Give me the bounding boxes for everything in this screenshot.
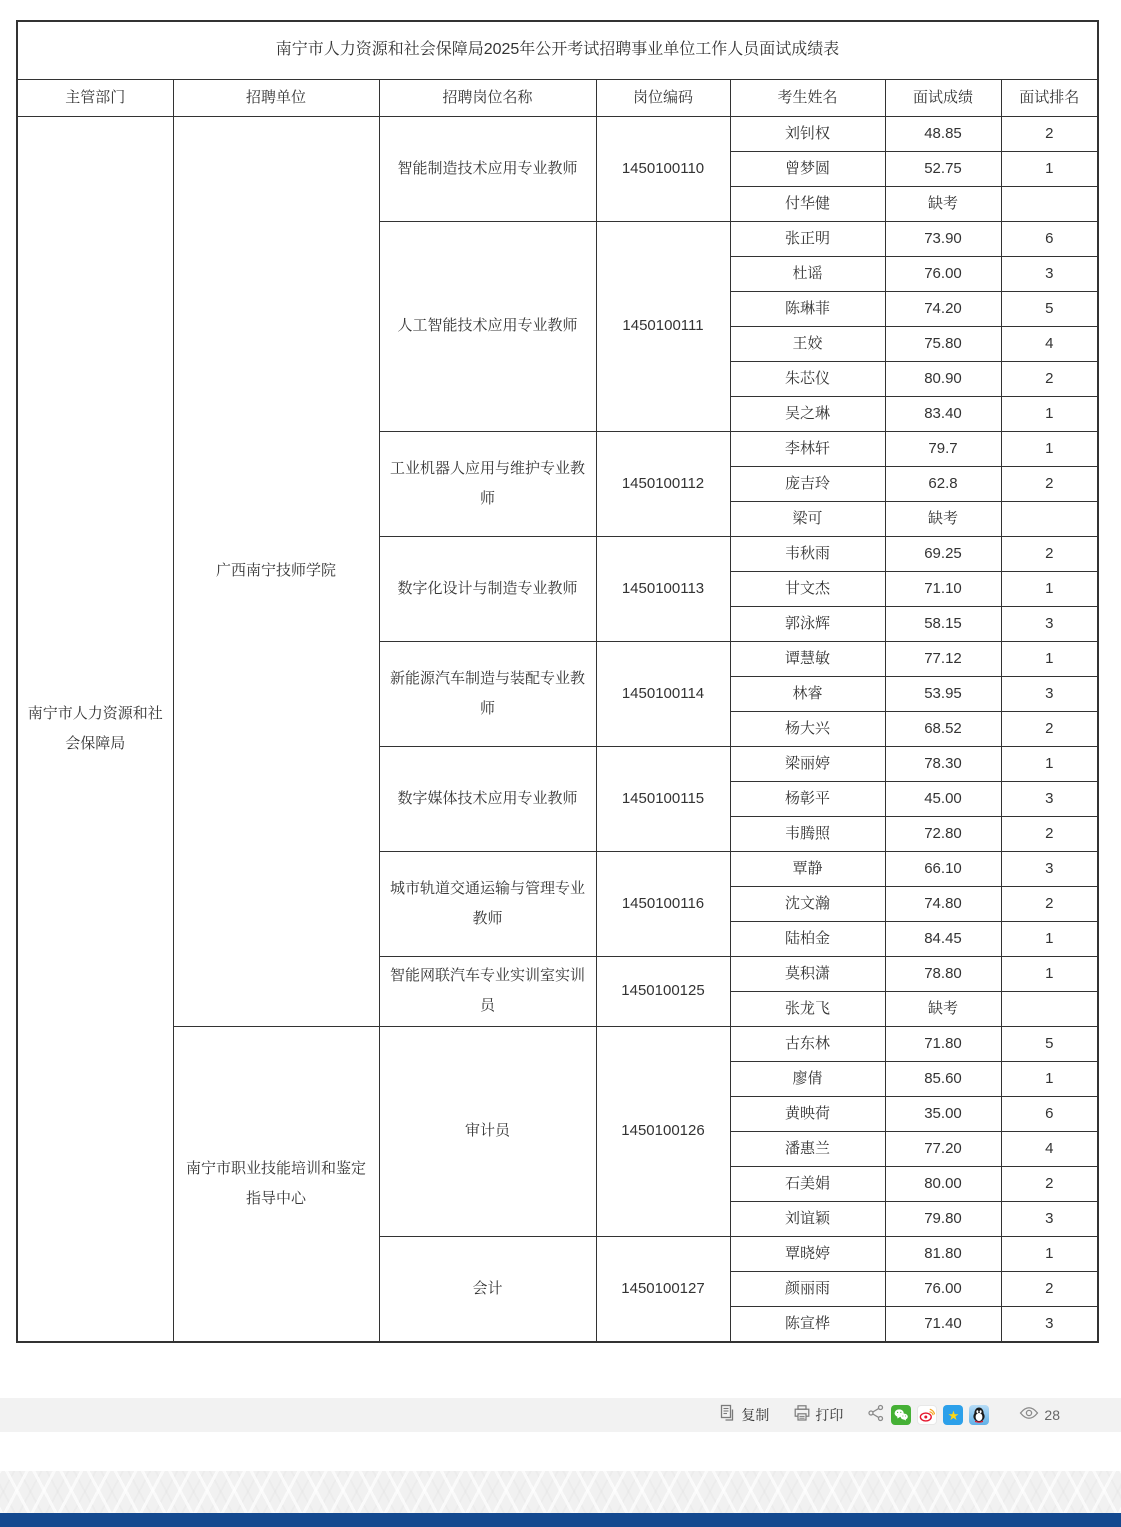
header-code: 岗位编码 bbox=[596, 79, 730, 116]
score-cell: 74.80 bbox=[885, 886, 1001, 921]
score-cell: 76.00 bbox=[885, 256, 1001, 291]
score-cell: 62.8 bbox=[885, 466, 1001, 501]
position-code-cell: 1450100116 bbox=[596, 851, 730, 956]
rank-cell: 3 bbox=[1001, 1306, 1098, 1342]
score-cell: 80.00 bbox=[885, 1166, 1001, 1201]
footer-blue-bar bbox=[0, 1513, 1121, 1527]
rank-cell: 6 bbox=[1001, 221, 1098, 256]
table-row bbox=[17, 116, 1098, 151]
position-title-cell: 人工智能技术应用专业教师 bbox=[379, 221, 596, 431]
results-tbody bbox=[17, 116, 1098, 1342]
table-title-row bbox=[17, 21, 1098, 79]
score-cell: 缺考 bbox=[885, 991, 1001, 1026]
rank-cell bbox=[1001, 501, 1098, 536]
qzone-star-glyph: ★ bbox=[947, 1407, 960, 1423]
department-cell: 南宁市人力资源和社会保障局 bbox=[17, 116, 173, 1342]
rank-cell: 2 bbox=[1001, 361, 1098, 396]
share-bar bbox=[867, 1404, 989, 1427]
position-title-cell: 数字化设计与制造专业教师 bbox=[379, 536, 596, 641]
score-cell: 76.00 bbox=[885, 1271, 1001, 1306]
score-cell: 73.90 bbox=[885, 221, 1001, 256]
position-code-cell: 1450100127 bbox=[596, 1236, 730, 1342]
candidate-name-cell: 甘文杰 bbox=[730, 571, 885, 606]
printer-icon bbox=[793, 1404, 811, 1427]
candidate-name-cell: 吴之琳 bbox=[730, 396, 885, 431]
score-table-container bbox=[16, 20, 1099, 1343]
score-cell: 77.12 bbox=[885, 641, 1001, 676]
candidate-name-cell: 梁丽婷 bbox=[730, 746, 885, 781]
rank-cell: 3 bbox=[1001, 1201, 1098, 1236]
candidate-name-cell: 陈琳菲 bbox=[730, 291, 885, 326]
article-toolbar bbox=[0, 1398, 1121, 1432]
rank-cell: 1 bbox=[1001, 396, 1098, 431]
rank-cell: 1 bbox=[1001, 746, 1098, 781]
score-cell: 85.60 bbox=[885, 1061, 1001, 1096]
main-table bbox=[16, 20, 1099, 1343]
score-cell: 71.80 bbox=[885, 1026, 1001, 1061]
rank-cell: 2 bbox=[1001, 886, 1098, 921]
candidate-name-cell: 覃晓婷 bbox=[730, 1236, 885, 1271]
position-code-cell: 1450100110 bbox=[596, 116, 730, 221]
rank-cell: 2 bbox=[1001, 711, 1098, 746]
candidate-name-cell: 陈宣桦 bbox=[730, 1306, 885, 1342]
score-cell: 53.95 bbox=[885, 676, 1001, 711]
copy-label: 复制 bbox=[741, 1407, 770, 1423]
unit-cell: 南宁市职业技能培训和鉴定指导中心 bbox=[173, 1026, 379, 1342]
candidate-name-cell: 莫积潇 bbox=[730, 956, 885, 991]
print-button[interactable] bbox=[793, 1404, 843, 1427]
position-code-cell: 1450100126 bbox=[596, 1026, 730, 1236]
score-cell: 68.52 bbox=[885, 711, 1001, 746]
header-candidate: 考生姓名 bbox=[730, 79, 885, 116]
score-cell: 58.15 bbox=[885, 606, 1001, 641]
rank-cell: 2 bbox=[1001, 1271, 1098, 1306]
view-count: 28 bbox=[1044, 1407, 1060, 1423]
score-cell: 48.85 bbox=[885, 116, 1001, 151]
rank-cell: 1 bbox=[1001, 641, 1098, 676]
rank-cell: 4 bbox=[1001, 1131, 1098, 1166]
score-cell: 81.80 bbox=[885, 1236, 1001, 1271]
candidate-name-cell: 王姣 bbox=[730, 326, 885, 361]
score-cell: 71.10 bbox=[885, 571, 1001, 606]
rank-cell: 2 bbox=[1001, 1166, 1098, 1201]
table-header-row bbox=[17, 79, 1098, 116]
candidate-name-cell: 潘惠兰 bbox=[730, 1131, 885, 1166]
position-code-cell: 1450100113 bbox=[596, 536, 730, 641]
candidate-name-cell: 郭泳辉 bbox=[730, 606, 885, 641]
score-cell: 45.00 bbox=[885, 781, 1001, 816]
score-cell: 80.90 bbox=[885, 361, 1001, 396]
candidate-name-cell: 张龙飞 bbox=[730, 991, 885, 1026]
print-label: 打印 bbox=[815, 1407, 844, 1423]
header-unit: 招聘单位 bbox=[173, 79, 379, 116]
rank-cell: 1 bbox=[1001, 1061, 1098, 1096]
position-title-cell: 新能源汽车制造与装配专业教师 bbox=[379, 641, 596, 746]
score-cell: 35.00 bbox=[885, 1096, 1001, 1131]
position-title-cell: 城市轨道交通运输与管理专业教师 bbox=[379, 851, 596, 956]
candidate-name-cell: 古东林 bbox=[730, 1026, 885, 1061]
candidate-name-cell: 张正明 bbox=[730, 221, 885, 256]
candidate-name-cell: 李林轩 bbox=[730, 431, 885, 466]
score-cell: 69.25 bbox=[885, 536, 1001, 571]
score-cell: 75.80 bbox=[885, 326, 1001, 361]
rank-cell: 5 bbox=[1001, 1026, 1098, 1061]
rank-cell bbox=[1001, 186, 1098, 221]
candidate-name-cell: 石美娟 bbox=[730, 1166, 885, 1201]
qq-share-icon[interactable] bbox=[969, 1405, 989, 1425]
score-cell: 77.20 bbox=[885, 1131, 1001, 1166]
candidate-name-cell: 庞吉玲 bbox=[730, 466, 885, 501]
rank-cell: 5 bbox=[1001, 291, 1098, 326]
position-title-cell: 智能制造技术应用专业教师 bbox=[379, 116, 596, 221]
candidate-name-cell: 梁可 bbox=[730, 501, 885, 536]
candidate-name-cell: 颜丽雨 bbox=[730, 1271, 885, 1306]
rank-cell: 3 bbox=[1001, 781, 1098, 816]
unit-cell: 广西南宁技师学院 bbox=[173, 116, 379, 1026]
qzone-share-icon[interactable] bbox=[943, 1405, 963, 1425]
copy-icon bbox=[719, 1404, 737, 1427]
position-title-cell: 审计员 bbox=[379, 1026, 596, 1236]
rank-cell: 2 bbox=[1001, 536, 1098, 571]
rank-cell: 6 bbox=[1001, 1096, 1098, 1131]
wechat-share-icon[interactable] bbox=[891, 1405, 911, 1425]
score-cell: 缺考 bbox=[885, 501, 1001, 536]
candidate-name-cell: 杜谣 bbox=[730, 256, 885, 291]
position-title-cell: 工业机器人应用与维护专业教师 bbox=[379, 431, 596, 536]
candidate-name-cell: 廖倩 bbox=[730, 1061, 885, 1096]
score-cell: 78.80 bbox=[885, 956, 1001, 991]
rank-cell: 1 bbox=[1001, 921, 1098, 956]
candidate-name-cell: 覃静 bbox=[730, 851, 885, 886]
score-cell: 66.10 bbox=[885, 851, 1001, 886]
rank-cell: 1 bbox=[1001, 571, 1098, 606]
decorative-pattern-band bbox=[0, 1471, 1121, 1513]
weibo-share-icon[interactable] bbox=[917, 1405, 937, 1425]
score-cell: 缺考 bbox=[885, 186, 1001, 221]
rank-cell: 1 bbox=[1001, 1236, 1098, 1271]
candidate-name-cell: 沈文瀚 bbox=[730, 886, 885, 921]
candidate-name-cell: 朱芯仪 bbox=[730, 361, 885, 396]
rank-cell: 1 bbox=[1001, 431, 1098, 466]
position-code-cell: 1450100114 bbox=[596, 641, 730, 746]
candidate-name-cell: 付华健 bbox=[730, 186, 885, 221]
rank-cell: 4 bbox=[1001, 326, 1098, 361]
score-cell: 78.30 bbox=[885, 746, 1001, 781]
position-code-cell: 1450100112 bbox=[596, 431, 730, 536]
score-cell: 74.20 bbox=[885, 291, 1001, 326]
table-row bbox=[17, 1026, 1098, 1061]
candidate-name-cell: 杨大兴 bbox=[730, 711, 885, 746]
candidate-name-cell: 陆柏金 bbox=[730, 921, 885, 956]
score-cell: 72.80 bbox=[885, 816, 1001, 851]
copy-button[interactable] bbox=[719, 1404, 769, 1427]
score-cell: 79.80 bbox=[885, 1201, 1001, 1236]
header-score: 面试成绩 bbox=[885, 79, 1001, 116]
table-title: 南宁市人力资源和社会保障局2025年公开考试招聘事业单位工作人员面试成绩表 bbox=[17, 21, 1098, 79]
candidate-name-cell: 刘谊颖 bbox=[730, 1201, 885, 1236]
rank-cell: 2 bbox=[1001, 466, 1098, 501]
rank-cell: 2 bbox=[1001, 116, 1098, 151]
candidate-name-cell: 刘钊权 bbox=[730, 116, 885, 151]
candidate-name-cell: 杨彰平 bbox=[730, 781, 885, 816]
score-cell: 71.40 bbox=[885, 1306, 1001, 1342]
score-cell: 83.40 bbox=[885, 396, 1001, 431]
score-cell: 84.45 bbox=[885, 921, 1001, 956]
rank-cell bbox=[1001, 991, 1098, 1026]
rank-cell: 1 bbox=[1001, 151, 1098, 186]
rank-cell: 3 bbox=[1001, 676, 1098, 711]
position-title-cell: 数字媒体技术应用专业教师 bbox=[379, 746, 596, 851]
rank-cell: 3 bbox=[1001, 851, 1098, 886]
rank-cell: 3 bbox=[1001, 606, 1098, 641]
view-counter bbox=[1019, 1406, 1060, 1425]
candidate-name-cell: 谭慧敏 bbox=[730, 641, 885, 676]
eye-icon bbox=[1019, 1406, 1039, 1425]
share-node-icon[interactable] bbox=[867, 1404, 885, 1427]
position-code-cell: 1450100115 bbox=[596, 746, 730, 851]
score-cell: 79.7 bbox=[885, 431, 1001, 466]
candidate-name-cell: 韦秋雨 bbox=[730, 536, 885, 571]
candidate-name-cell: 林睿 bbox=[730, 676, 885, 711]
candidate-name-cell: 韦腾照 bbox=[730, 816, 885, 851]
candidate-name-cell: 曾梦圆 bbox=[730, 151, 885, 186]
rank-cell: 2 bbox=[1001, 816, 1098, 851]
position-title-cell: 智能网联汽车专业实训室实训员 bbox=[379, 956, 596, 1026]
candidate-name-cell: 黄映荷 bbox=[730, 1096, 885, 1131]
header-rank: 面试排名 bbox=[1001, 79, 1098, 116]
rank-cell: 1 bbox=[1001, 956, 1098, 991]
header-department: 主管部门 bbox=[17, 79, 173, 116]
position-code-cell: 1450100111 bbox=[596, 221, 730, 431]
header-position: 招聘岗位名称 bbox=[379, 79, 596, 116]
score-cell: 52.75 bbox=[885, 151, 1001, 186]
position-code-cell: 1450100125 bbox=[596, 956, 730, 1026]
position-title-cell: 会计 bbox=[379, 1236, 596, 1342]
rank-cell: 3 bbox=[1001, 256, 1098, 291]
